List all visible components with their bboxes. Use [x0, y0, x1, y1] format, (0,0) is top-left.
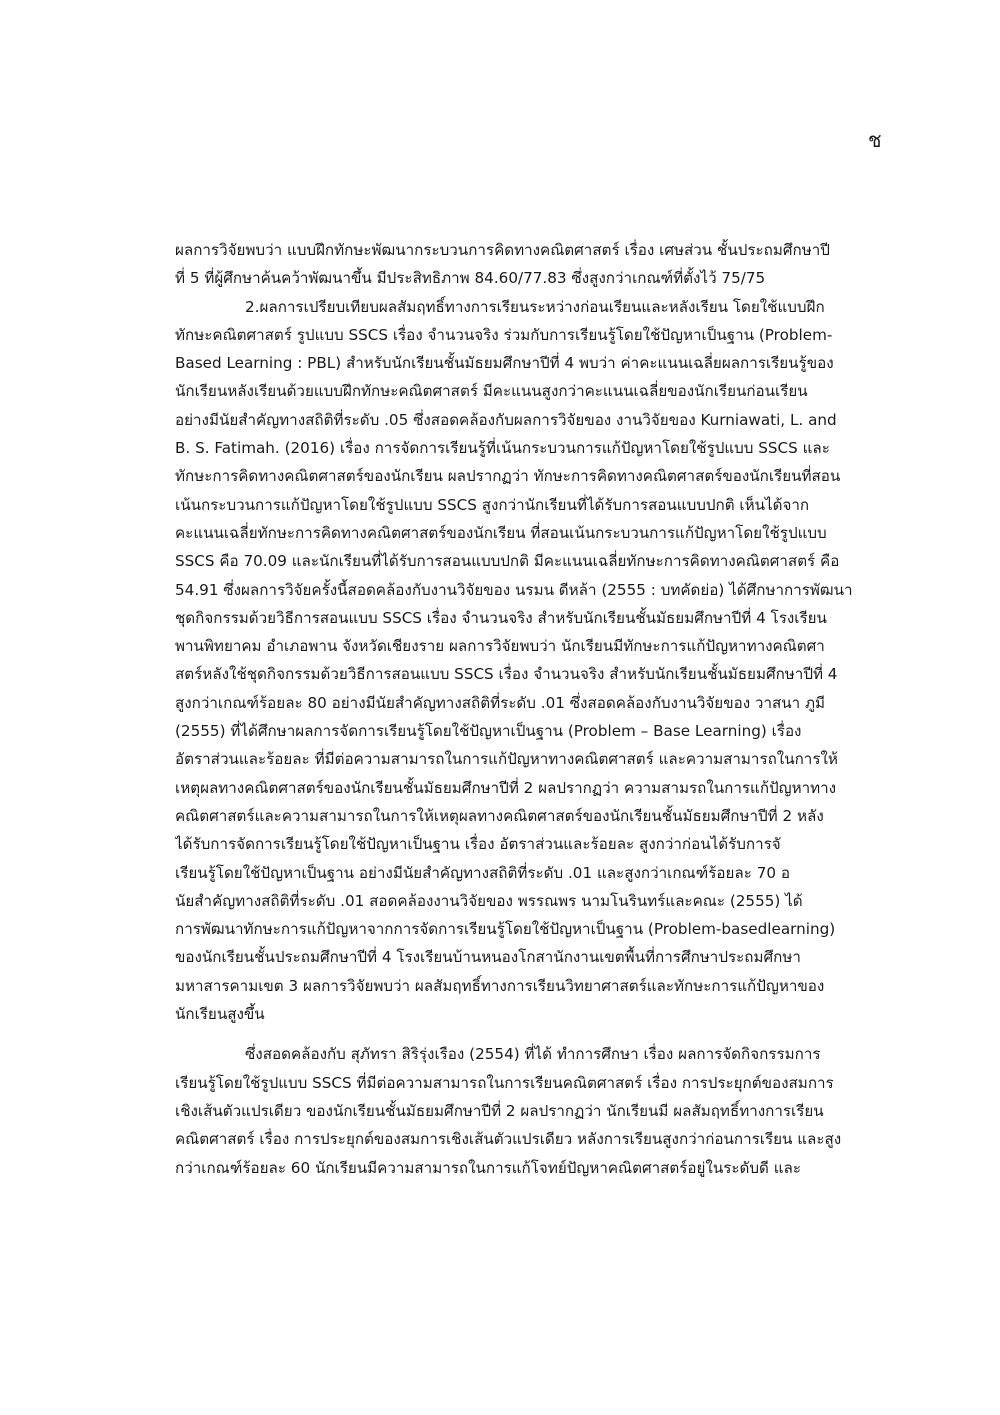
text-line: พานพิทยาคม อำเภอพาน จังหวัดเชียงราย ผลการวิจัยพบว่า นักเรียนมีทักษะการแก้ปัญหาทางคณิตศา	[175, 637, 825, 656]
text-line: คะแนนเฉลี่ยทักษะการคิดทางคณิตศาสตร์ของนักเรียน ที่สอนเน้นกระบวนการแก้ปัญหาโดยใช้รูปแบบ	[175, 523, 827, 542]
text-line: กว่าเกณฑ์ร้อยละ 60 นักเรียนมีความสามารถในการแก้โจทย์ปัญหาคณิตศาสตร์อยู่ในระดับดี และ	[175, 1158, 801, 1177]
text-line: นักเรียนหลังเรียนด้วยแบบฝึกทักษะคณิตศาสตร์ มีคะแนนสูงกว่าคะแนนเฉลี่ยของนักเรียนก่อนเรียน	[175, 382, 808, 401]
page-number: ช	[868, 128, 882, 152]
paragraph-start-line: 2.ผลการเปรียบเทียบผลสัมฤทธิ์ทางการเรียนระหว่างก่อนเรียนและหลังเรียน โดยใช้แบบฝึก	[245, 297, 825, 316]
text-line: เรียนรู้โดยใช้รูปแบบ SSCS ที่มีต่อความสามารถในการเรียนคณิตศาสตร์ เรื่อง การประยุกต์ของสมการ	[175, 1073, 834, 1092]
text-line: ชุดกิจกรรมด้วยวิธีการสอนแบบ SSCS เรื่อง จำนวนจริง สำหรับนักเรียนชั้นมัธยมศึกษาปีที่ 4 โรงเรียน	[175, 608, 827, 627]
text-line: คณิตศาสตร์ เรื่อง การประยุกต์ของสมการเชิงเส้นตัวแปรเดียว หลังการเรียนสูงกว่าก่อนการเรียน และสูง	[175, 1130, 842, 1149]
paragraph-gap	[175, 1028, 885, 1040]
text-line: 54.91 ซึ่งผลการวิจัยครั้งนี้สอดคล้องกับงานวิจัยของ นรมน ดีหล้า (2555 : บทคัดย่อ) ได้ศึกษาการพัฒนา	[175, 580, 853, 599]
text-line: นักเรียนสูงขึ้น	[175, 1005, 265, 1024]
text-line: ผลการวิจัยพบว่า แบบฝึกทักษะพัฒนากระบวนการคิดทางคณิตศาสตร์ เรื่อง เศษส่วน ชั้นประถมศึกษาปี	[175, 241, 830, 259]
text-line: ได้รับการจัดการเรียนรู้โดยใช้ปัญหาเป็นฐาน เรื่อง อัตราส่วนและร้อยละ สูงกว่าก่อนได้รับการจั	[175, 835, 781, 854]
paragraph-start-line: ซึ่งสอดคล้องกับ สุภัทรา สิริรุ่งเรือง (2554) ที่ได้ ทำการศึกษา เรื่อง ผลการจัดกิจกรรมการ	[245, 1045, 821, 1064]
text-line: B. S. Fatimah. (2016) เรื่อง การจัดการเรียนรู้ที่เน้นกระบวนการแก้ปัญหาโดยใช้รูปแบบ SSCS และ	[175, 439, 830, 458]
text-line: เน้นกระบวนการแก้ปัญหาโดยใช้รูปแบบ SSCS สูงกว่านักเรียนที่ได้รับการสอนแบบปกติ เห็นได้จาก	[175, 495, 810, 514]
text-line: คณิตศาสตร์และความสามารถในการให้เหตุผลทางคณิตศาสตร์ของนักเรียนชั้นมัธยมศึกษาปีที่ 2 หลัง	[175, 806, 824, 825]
text-line: เหตุผลทางคณิตศาสตร์ของนักเรียนชั้นมัธยมศึกษาปีที่ 2 ผลปรากฏว่า ความสามรถในการแก้ปัญหาทาง	[175, 778, 837, 797]
text-line: การพัฒนาทักษะการแก้ปัญหาจากการจัดการเรียนรู้โดยใช้ปัญหาเป็นฐาน (Problem-basedlearning)	[175, 920, 836, 939]
text-line: ทักษะคณิตศาสตร์ รูปแบบ SSCS เรื่อง จำนวนจริง ร่วมกับการเรียนรู้โดยใช้ปัญหาเป็นฐาน (Problem-	[175, 325, 833, 344]
text-line: อัตราส่วนและร้อยละ ที่มีต่อความสามารถในการแก้ปัญหาทางคณิตศาสตร์ และความสามารถในการให้	[175, 750, 838, 769]
body-text	[175, 236, 885, 1182]
text-line: (2555) ที่ได้ศึกษาผลการจัดการเรียนรู้โดยใช้ปัญหาเป็นฐาน (Problem – Base Learning) เรื่อง	[175, 722, 802, 741]
text-line: นัยสำคัญทางสถิติที่ระดับ .01 สอดคล้องงานวิจัยของ พรรณพร นามโนรินทร์และคณะ (2555) ได้	[175, 891, 803, 910]
text-line: สตร์หลังใช้ชุดกิจกรรมด้วยวิธีการสอนแบบ SSCS เรื่อง จำนวนจริง สำหรับนักเรียนชั้นมัธยมศึกษาปีที่ 4	[175, 665, 838, 684]
text-line: เรียนรู้โดยใช้ปัญหาเป็นฐาน อย่างมีนัยสำคัญทางสถิติที่ระดับ .01 และสูงกว่าเกณฑ์ร้อยละ 70 อ	[175, 863, 790, 882]
text-line: ทักษะการคิดทางคณิตศาสตร์ของนักเรียน ผลปรากฏว่า ทักษะการคิดทางคณิตศาสตร์ของนักเรียนที่สอน	[175, 467, 841, 486]
text-line: สูงกว่าเกณฑ์ร้อยละ 80 อย่างมีนัยสำคัญทางสถิติที่ระดับ .01 ซึ่งสอดคล้องกับงานวิจัยของ วาสนา ภูมี	[175, 693, 826, 712]
text-line: มหาสารคามเขต 3 ผลการวิจัยพบว่า ผลสัมฤทธิ์ทางการเรียนวิทยาศาสตร์และทักษะการแก้ปัญหาของ	[175, 976, 825, 995]
text-line: Based Learning : PBL) สำหรับนักเรียนชั้นมัธยมศึกษาปีที่ 4 พบว่า ค่าคะแนนเฉลี่ยผลการเรียนรู้ของ	[175, 354, 834, 373]
text-line: ที่ 5 ที่ผู้ศึกษาค้นคว้าพัฒนาขึ้น มีประสิทธิภาพ 84.60/77.83 ซึ่งสูงกว่าเกณฑ์ที่ตั้งไว้ 75/75	[175, 269, 766, 288]
text-line: เชิงเส้นตัวแปรเดียว ของนักเรียนชั้นมัธยมศึกษาปีที่ 2 ผลปรากฏว่า นักเรียนมี ผลสัมฤทธิ์ทางการเรียน	[175, 1101, 824, 1120]
text-line: ของนักเรียนชั้นประถมศึกษาปีที่ 4 โรงเรียนบ้านหนองโกสานักงานเขตพื้นที่การศึกษาประถมศึกษา	[175, 948, 801, 967]
text-line: อย่างมีนัยสำคัญทางสถิติที่ระดับ .05 ซึ่งสอดคล้องกับผลการวิจัยของ งานวิจัยของ Kurniawati, L. and	[175, 410, 837, 429]
text-line: SSCS คือ 70.09 และนักเรียนที่ได้รับการสอนแบบปกติ มีคะแนนเฉลี่ยทักษะการคิดทางคณิตศาสตร์ คือ	[175, 552, 840, 571]
